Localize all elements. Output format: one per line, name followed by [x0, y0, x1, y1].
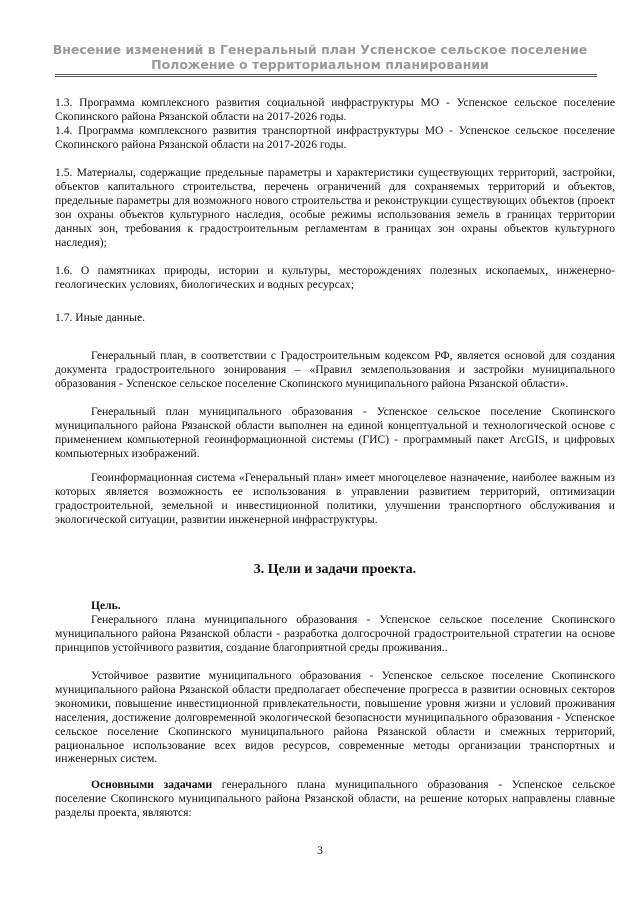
paragraph-gis-purpose: Геоинформационная система «Генеральный план» имеет многоцелевое назначение, наиболее важным из которых является возможность ее использования в управлении развитием территорий, оптимизации градостроительной, земельной и инвестиционной политики, улучшении транспортного обслуживания и экологической ситуации, развитии инженерной инфраструктуры.	[55, 471, 615, 526]
goal-paragraph: Генерального плана муниципального образования - Успенское сельское поселение Скопинского муниципального района Рязанской области - разработка долгосрочной градостроительной стратегии на основе принципов устойчивого развития, создание благоприятной среды проживания..	[55, 613, 615, 654]
header-divider	[55, 74, 597, 77]
paragraph-gis-basis: Генеральный план муниципального образования - Успенское сельское поселение Скопинского муниципального района Рязанской области выполнен на единой концептуальной и технологической основе с применением компьютерной геоинформационной системы (ГИС) - программный пакет ArcGIS, и цифровых компьютерных изображений.	[55, 405, 615, 460]
page-number: 3	[317, 845, 323, 857]
list-item-1-3: 1.3. Программа комплексного развития социальной инфраструктуры МО - Успенское сельское поселение Скопинского района Рязанской области на 2017-2026 годы.	[55, 96, 615, 123]
goal-label	[55, 599, 615, 613]
list-item-1-7: 1.7. Иные данные.	[55, 311, 145, 324]
list-item-1-6: 1.6. О памятниках природы, истории и культуры, месторождениях полезных ископаемых, инженерно-геологических условиях, биологических и водных ресурсах;	[55, 264, 615, 291]
goal-label-text: Цель.	[91, 599, 121, 612]
running-header-title: Внесение изменений в Генеральный план Успенское сельское поселение	[52, 42, 588, 57]
paragraph-general-plan-basis: Генеральный план, в соответствии с Градостроительным кодексом РФ, является основой для создания документа градостроительного зонирования – «Правил землепользования и застройки муниципального образования - Успенское сельское поселение Скопинского муниципального района Рязанской области».	[55, 349, 615, 390]
running-header-subtitle: Положение о территориальном планировании	[151, 57, 489, 72]
tasks-paragraph	[55, 778, 615, 820]
list-item-1-4: 1.4. Программа комплексного развития транспортной инфраструктуры МО - Успенское сельское поселение Скопинского района Рязанской области на 2017-2026 годы.	[55, 124, 615, 151]
sustainable-development-paragraph: Устойчивое развитие муниципального образования - Успенское сельское поселение Скопинского муниципального района Рязанской области предполагает обеспечение прогресса в развитии основных секторов экономики, повышение инвестиционной привлекательности, повышение уровня жизни и условий проживания населения, достижение долговременной экологической безопасности муниципального образования - Успенское сельское поселение Скопинского муниципального района Рязанской области и смежных территорий, рациональное использование всех видов ресурсов, современные методы организации транспортных и инженерных систем.	[55, 669, 615, 766]
section-heading: 3. Цели и задачи проекта.	[253, 562, 417, 577]
tasks-text: генерального плана муниципального образования - Успенское сельское поселение Скопинского муниципального района Рязанской области, на решение которых направлены главные разделы проекта, являются:	[55, 778, 615, 819]
list-item-1-5: 1.5. Материалы, содержащие предельные параметры и характеристики существующих территорий, застройки, объектов капитального строительства, перечень ограничений для сохраняемых территорий и объектов, предельные параметры для возможного нового строительства и реконструкции существующих объектов (проект зон охраны объектов культурного наследия, особые режимы использования земель в границах территории данных зон, требования к градостроительным регламентам в границах зон охраны объектов культурного наследия);	[55, 166, 615, 249]
tasks-label: Основными задачами	[91, 778, 213, 791]
